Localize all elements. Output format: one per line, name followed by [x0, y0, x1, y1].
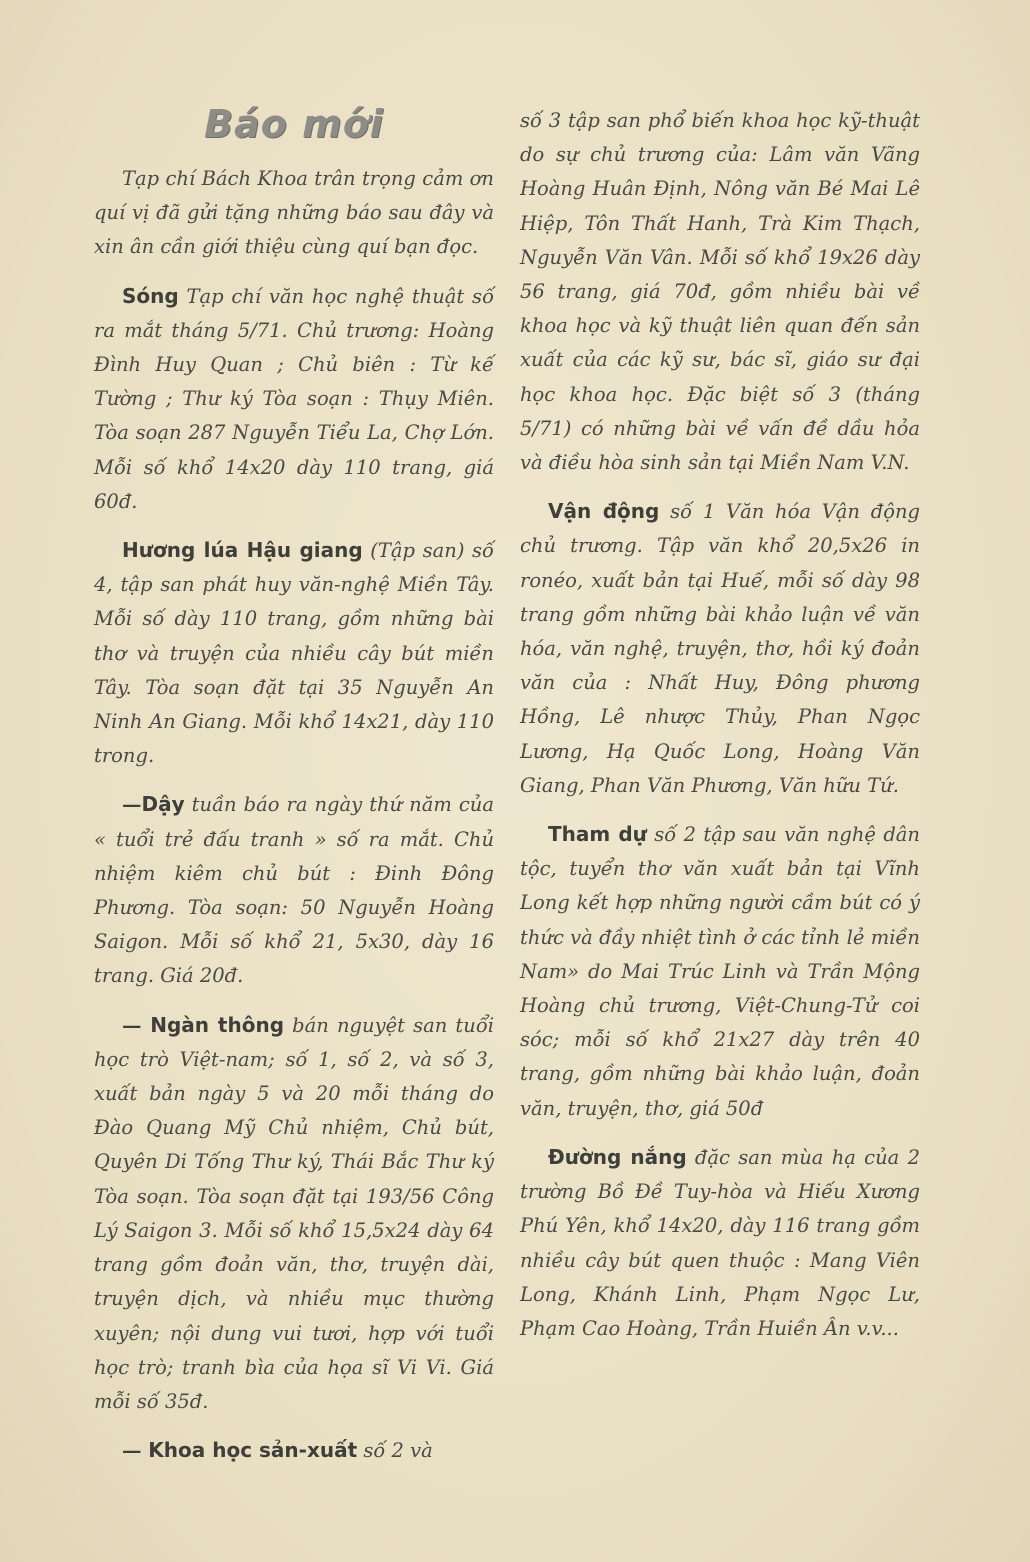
entry-text: Tạp chí văn học nghệ thuật số ra mắt tháng 5/71. Chủ trương: Hoàng Đình Huy Quan ; Chủ biên : Từ kế Tường ; Thư ký Tòa soạn : Thụy Miên. Tòa soạn 287 Nguyễn Tiểu La, Chợ Lớn. Mỗi số khổ 14x20 dày 110 trang, giá 60đ. [94, 284, 494, 513]
right-column [520, 104, 920, 1360]
entry-day [94, 787, 494, 993]
entry-van-dong [520, 494, 920, 803]
entry-name: Dậy [141, 792, 185, 817]
entry-tham-du [520, 817, 920, 1126]
entry-dash: — [122, 793, 142, 817]
entry-huong-lua-hau-giang [94, 533, 494, 773]
entry-text: số 2 tập sau văn nghệ dân tộc, tuyển thơ văn xuất bản tại Vĩnh Long kết hợp những người cầm bút có ý thức và đầy nhiệt tình ở các tỉnh lẻ miền Nam» do Mai Trúc Linh và Trần Mộng Hoàng chủ trương, Việt-Chung-Tử coi sóc; mỗi số khổ 21x27 dày trên 40 trang, gồm những bài khảo luận, đoản văn, truyện, thơ, giá 50đ [520, 823, 920, 1120]
entry-song [94, 279, 494, 519]
entry-name: Hương lúa Hậu giang [122, 538, 363, 563]
entry-text: số 2 và [357, 1439, 433, 1463]
entry-name: Khoa học sản-xuất [148, 1438, 358, 1463]
entry-text: đặc san mùa hạ của 2 trường Bồ Đề Tuy-hòa và Hiếu Xương Phú Yên, khổ 14x20, dày 116 trang gồm nhiều cây bút quen thuộc : Mang Viên Long, Khánh Linh, Phạm Ngọc Lư, Phạm Cao Hoàng, Trần Huiền Ân v.v... [520, 1145, 920, 1340]
entry-dash: — [122, 1013, 151, 1037]
entry-text: bán nguyệt san tuổi học trò Việt-nam; số 1, số 2, và số 3, xuất bản ngày 5 và 20 mỗi tháng do Đào Quang Mỹ Chủ nhiệm, Chủ bút, Quyên Di Tống Thư ký, Thái Bắc Thư ký Tòa soạn. Tòa soạn đặt tại 193/56 Công Lý Saigon 3. Mỗi số khổ 15,5x24 dày 64 trang gồm đoản văn, thơ, truyện dài, truyện dịch, và nhiều mục thường xuyên; nội dung vui tươi, hợp với tuổi học trò; tranh bìa của họa sĩ Vi Vi. Giá mỗi số 35đ. [94, 1013, 494, 1413]
entry-ngan-thong [94, 1008, 494, 1419]
entry-khoa-hoc-san-xuat [94, 1433, 494, 1468]
entry-name: Vận động [548, 499, 660, 524]
left-column [94, 96, 494, 1482]
entry-name: Ngàn thông [150, 1012, 285, 1037]
entry-text: số 1 Văn hóa Vận động chủ trương. Tập văn khổ 20,5x26 in ronéo, xuất bản tại Huế, mỗi số dày 98 trang gồm những bài khảo luận về văn hóa, văn nghệ, truyện, thơ, hồi ký đoản văn của : Nhất Huy, Đông phương Hồng, Lê nhược Thủy, Phan Ngọc Lương, Hạ Quốc Long, Hoàng Văn Giang, Phan Văn Phương, Văn hữu Tứ. [520, 500, 920, 797]
entry-duong-nang [520, 1140, 920, 1346]
entry-name: Sóng [122, 283, 179, 308]
entry-name: Tham dự [548, 822, 647, 847]
entry-khoa-hoc-continued [520, 104, 920, 480]
entry-dash: — [122, 1439, 149, 1463]
entry-text: (Tập san) số 4, tập san phát huy văn-nghệ Miền Tây. Mỗi số dày 110 trang, gồm những bài thơ và truyện của nhiều cây bút miền Tây. Tòa soạn đặt tại 35 Nguyễn An Ninh An Giang. Mỗi khổ 14x21, dày 110 trong. [94, 539, 494, 768]
entry-text: tuần báo ra ngày thứ năm của « tuổi trẻ đấu tranh » số ra mắt. Chủ nhiệm kiêm chủ bút : Đinh Đông Phương. Tòa soạn: 50 Nguyễn Hoàng Saigon. Mỗi số khổ 21, 5x30, dày 16 trang. Giá 20đ. [94, 793, 494, 988]
entry-name: Đường nắng [548, 1144, 687, 1169]
page-title: Báo mới [204, 102, 384, 146]
entry-text: số 3 tập san phổ biến khoa học kỹ-thuật do sự chủ trương của: Lâm văn Vãng Hoàng Huân Định, Nông văn Bé Mai Lê Hiệp, Tôn Thất Hanh, Trà Kim Thạch, Nguyễn Văn Vân. Mỗi số khổ 19x26 dày 56 trang, giá 70đ, gồm nhiều bài về khoa học và kỹ thuật liên quan đến sản xuất của các kỹ sư, bác sĩ, giáo sư đại học khoa học. Đặc biệt số 3 (tháng 5/71) có những bài về vấn đề dầu hỏa và điều hòa sinh sản tại Miền Nam V.N. [520, 109, 920, 475]
intro-paragraph: Tạp chí Bách Khoa trân trọng cảm ơn quí vị đã gửi tặng những báo sau đây và xin ân cần giới thiệu cùng quí bạn đọc. [94, 167, 494, 259]
